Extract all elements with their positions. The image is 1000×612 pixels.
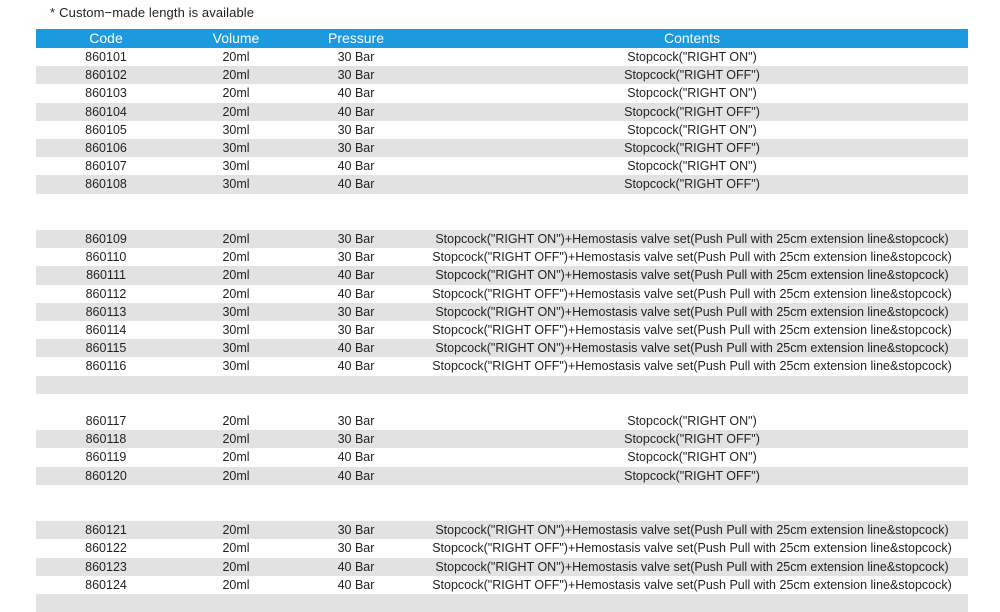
- cell-contents: Stopcock("RIGHT OFF"): [416, 430, 968, 448]
- cell-volume: 30ml: [176, 139, 296, 157]
- cell-volume: 20ml: [176, 285, 296, 303]
- cell-pressure: 30 Bar: [296, 321, 416, 339]
- cell-pressure: 30 Bar: [296, 66, 416, 84]
- cell-code: 860115: [36, 339, 176, 357]
- table-row: [36, 339, 968, 357]
- table-row: [36, 230, 968, 248]
- cell-volume: [176, 194, 296, 212]
- table-row: [36, 321, 968, 339]
- cell-contents: Stopcock("RIGHT OFF")+Hemostasis valve set(Push Pull with 25cm extension line&stopcock): [416, 539, 968, 557]
- custom-length-note: [50, 5, 254, 20]
- cell-contents: Stopcock("RIGHT OFF"): [416, 139, 968, 157]
- cell-volume: 20ml: [176, 539, 296, 557]
- cell-code: 860110: [36, 248, 176, 266]
- table-spacer-row: [36, 194, 968, 212]
- cell-code: 860109: [36, 230, 176, 248]
- cell-volume: 20ml: [176, 84, 296, 102]
- cell-code: 860117: [36, 412, 176, 430]
- cell-contents: Stopcock("RIGHT ON")+Hemostasis valve set(Push Pull with 25cm extension line&stopcock): [416, 230, 968, 248]
- cell-pressure: 30 Bar: [296, 412, 416, 430]
- table-row: [36, 157, 968, 175]
- cell-code: [36, 394, 176, 412]
- cell-code: 860113: [36, 303, 176, 321]
- cell-contents: Stopcock("RIGHT ON")+Hemostasis valve set(Push Pull with 25cm extension line&stopcock): [416, 521, 968, 539]
- cell-pressure: 40 Bar: [296, 175, 416, 193]
- table-row: [36, 266, 968, 284]
- cell-code: [36, 485, 176, 503]
- cell-contents: [416, 394, 968, 412]
- cell-pressure: 30 Bar: [296, 48, 416, 66]
- table-spacer-row: [36, 485, 968, 503]
- cell-code: 860105: [36, 121, 176, 139]
- cell-volume: [176, 485, 296, 503]
- cell-pressure: 40 Bar: [296, 576, 416, 594]
- cell-volume: 30ml: [176, 157, 296, 175]
- cell-contents: [416, 194, 968, 212]
- cell-pressure: 40 Bar: [296, 84, 416, 102]
- cell-volume: [176, 212, 296, 230]
- cell-volume: [176, 376, 296, 394]
- cell-code: 860111: [36, 266, 176, 284]
- table-row: [36, 558, 968, 576]
- cell-code: [36, 594, 176, 612]
- table-row: [36, 66, 968, 84]
- cell-code: 860123: [36, 558, 176, 576]
- cell-contents: [416, 376, 968, 394]
- cell-code: 860120: [36, 467, 176, 485]
- cell-contents: Stopcock("RIGHT OFF"): [416, 467, 968, 485]
- cell-contents: Stopcock("RIGHT ON"): [416, 448, 968, 466]
- cell-volume: 30ml: [176, 321, 296, 339]
- cell-code: 860119: [36, 448, 176, 466]
- cell-contents: [416, 485, 968, 503]
- table-row: [36, 357, 968, 375]
- cell-contents: Stopcock("RIGHT ON"): [416, 157, 968, 175]
- table-header: [36, 29, 968, 48]
- cell-code: 860108: [36, 175, 176, 193]
- cell-volume: 20ml: [176, 230, 296, 248]
- cell-contents: Stopcock("RIGHT OFF")+Hemostasis valve set(Push Pull with 25cm extension line&stopcock): [416, 576, 968, 594]
- cell-contents: Stopcock("RIGHT ON")+Hemostasis valve set(Push Pull with 25cm extension line&stopcock): [416, 266, 968, 284]
- cell-contents: Stopcock("RIGHT OFF"): [416, 175, 968, 193]
- cell-volume: 20ml: [176, 48, 296, 66]
- table-spacer-row: [36, 594, 968, 612]
- cell-volume: 20ml: [176, 448, 296, 466]
- cell-code: 860104: [36, 103, 176, 121]
- table-spacer-row: [36, 394, 968, 412]
- column-header-contents: Contents: [416, 29, 968, 48]
- cell-pressure: [296, 594, 416, 612]
- cell-code: 860106: [36, 139, 176, 157]
- cell-volume: 20ml: [176, 412, 296, 430]
- cell-contents: [416, 503, 968, 521]
- cell-volume: 20ml: [176, 558, 296, 576]
- cell-pressure: 40 Bar: [296, 103, 416, 121]
- column-header-volume: Volume: [176, 29, 296, 48]
- cell-code: 860112: [36, 285, 176, 303]
- cell-pressure: 40 Bar: [296, 467, 416, 485]
- cell-contents: Stopcock("RIGHT ON"): [416, 121, 968, 139]
- cell-code: 860124: [36, 576, 176, 594]
- cell-code: 860118: [36, 430, 176, 448]
- cell-code: [36, 503, 176, 521]
- cell-volume: 20ml: [176, 521, 296, 539]
- table-row: [36, 521, 968, 539]
- table-row: [36, 467, 968, 485]
- cell-contents: Stopcock("RIGHT ON"): [416, 412, 968, 430]
- cell-pressure: 40 Bar: [296, 448, 416, 466]
- cell-code: 860114: [36, 321, 176, 339]
- table-row: [36, 248, 968, 266]
- cell-pressure: [296, 212, 416, 230]
- cell-contents: Stopcock("RIGHT OFF"): [416, 66, 968, 84]
- table-row: [36, 303, 968, 321]
- cell-code: 860122: [36, 539, 176, 557]
- cell-volume: 20ml: [176, 430, 296, 448]
- column-header-code: Code: [36, 29, 176, 48]
- cell-volume: 20ml: [176, 103, 296, 121]
- cell-volume: 20ml: [176, 467, 296, 485]
- table-row: [36, 139, 968, 157]
- cell-pressure: 30 Bar: [296, 303, 416, 321]
- cell-volume: 20ml: [176, 66, 296, 84]
- cell-contents: Stopcock("RIGHT ON"): [416, 84, 968, 102]
- cell-volume: [176, 503, 296, 521]
- cell-code: 860103: [36, 84, 176, 102]
- table-row: [36, 539, 968, 557]
- cell-volume: 30ml: [176, 339, 296, 357]
- cell-pressure: 40 Bar: [296, 285, 416, 303]
- cell-contents: Stopcock("RIGHT OFF")+Hemostasis valve set(Push Pull with 25cm extension line&stopcock): [416, 248, 968, 266]
- cell-volume: 30ml: [176, 357, 296, 375]
- table-row: [36, 430, 968, 448]
- cell-code: 860107: [36, 157, 176, 175]
- table-row: [36, 175, 968, 193]
- cell-pressure: 30 Bar: [296, 430, 416, 448]
- table-header-row: [36, 29, 968, 48]
- cell-contents: Stopcock("RIGHT OFF")+Hemostasis valve set(Push Pull with 25cm extension line&stopcock): [416, 321, 968, 339]
- cell-pressure: 30 Bar: [296, 139, 416, 157]
- cell-pressure: 30 Bar: [296, 230, 416, 248]
- cell-code: 860116: [36, 357, 176, 375]
- cell-volume: [176, 394, 296, 412]
- cell-code: 860102: [36, 66, 176, 84]
- cell-volume: 20ml: [176, 266, 296, 284]
- cell-contents: Stopcock("RIGHT ON")+Hemostasis valve set(Push Pull with 25cm extension line&stopcock): [416, 303, 968, 321]
- cell-pressure: [296, 485, 416, 503]
- cell-pressure: 40 Bar: [296, 157, 416, 175]
- cell-contents: Stopcock("RIGHT OFF"): [416, 103, 968, 121]
- cell-pressure: 30 Bar: [296, 521, 416, 539]
- cell-code: [36, 194, 176, 212]
- cell-pressure: 30 Bar: [296, 248, 416, 266]
- cell-contents: Stopcock("RIGHT ON")+Hemostasis valve set(Push Pull with 25cm extension line&stopcock): [416, 339, 968, 357]
- cell-contents: [416, 212, 968, 230]
- table-row: [36, 448, 968, 466]
- table-spacer-row: [36, 503, 968, 521]
- table-spacer-row: [36, 212, 968, 230]
- cell-code: 860121: [36, 521, 176, 539]
- table-row: [36, 412, 968, 430]
- cell-contents: Stopcock("RIGHT ON")+Hemostasis valve set(Push Pull with 25cm extension line&stopcock): [416, 558, 968, 576]
- cell-pressure: [296, 376, 416, 394]
- cell-volume: 30ml: [176, 303, 296, 321]
- column-header-pressure: Pressure: [296, 29, 416, 48]
- cell-pressure: [296, 394, 416, 412]
- product-code-table: [36, 29, 968, 612]
- cell-volume: [176, 594, 296, 612]
- table-row: [36, 48, 968, 66]
- table-spacer-row: [36, 376, 968, 394]
- cell-volume: 30ml: [176, 175, 296, 193]
- cell-pressure: [296, 503, 416, 521]
- cell-pressure: [296, 194, 416, 212]
- cell-contents: [416, 594, 968, 612]
- cell-volume: 30ml: [176, 121, 296, 139]
- cell-pressure: 40 Bar: [296, 357, 416, 375]
- cell-contents: Stopcock("RIGHT ON"): [416, 48, 968, 66]
- cell-contents: Stopcock("RIGHT OFF")+Hemostasis valve set(Push Pull with 25cm extension line&stopcock): [416, 357, 968, 375]
- cell-volume: 20ml: [176, 576, 296, 594]
- table-row: [36, 285, 968, 303]
- table-row: [36, 103, 968, 121]
- cell-pressure: 40 Bar: [296, 558, 416, 576]
- table-row: [36, 121, 968, 139]
- note-text: Custom−made length is available: [59, 5, 255, 20]
- table-body: [36, 48, 968, 612]
- cell-code: 860101: [36, 48, 176, 66]
- cell-code: [36, 212, 176, 230]
- cell-pressure: 30 Bar: [296, 539, 416, 557]
- cell-code: [36, 376, 176, 394]
- cell-pressure: 40 Bar: [296, 339, 416, 357]
- cell-pressure: 40 Bar: [296, 266, 416, 284]
- table-row: [36, 84, 968, 102]
- cell-pressure: 30 Bar: [296, 121, 416, 139]
- cell-contents: Stopcock("RIGHT OFF")+Hemostasis valve set(Push Pull with 25cm extension line&stopcock): [416, 285, 968, 303]
- cell-volume: 20ml: [176, 248, 296, 266]
- table-row: [36, 576, 968, 594]
- note-asterisk: *: [50, 5, 56, 20]
